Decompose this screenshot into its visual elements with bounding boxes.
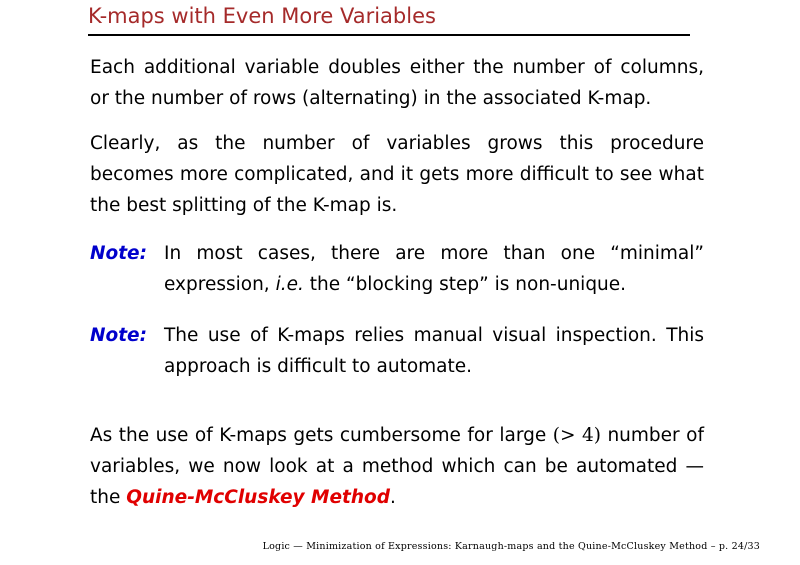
title-underline — [88, 34, 690, 36]
note-label-1: Note: — [90, 243, 147, 264]
note-body-2: The use of K-maps relies manual visual inspection. This approach is difficult to automate. — [164, 325, 704, 377]
paragraph-variables-doubling: Each additional variable doubles either the number of columns, or the number of rows (alternating) in the associated K-map. — [90, 57, 704, 109]
slide-footer: Logic — Minimization of Expressions: Karnaugh-maps and the Quine-McCluskey Method – p. 24/33 — [262, 541, 760, 552]
closing-text-after: number of variables, we now look at a method which can be automated — the — [90, 425, 704, 508]
note-1-text-after: the “blocking step” is non-unique. — [303, 274, 627, 295]
slide-title: K-maps with Even More Variables — [88, 4, 436, 28]
paragraph-complexity: Clearly, as the number of variables grows this procedure becomes more complicated, and it gets more difficult to see what the best splitting of the K-map is. — [90, 133, 704, 216]
note-label-2: Note: — [90, 325, 147, 346]
note-1-text-before: In most cases, there are more than one “minimal” expression, — [164, 243, 704, 295]
quine-mccluskey-method-link: Quine-McCluskey Method — [126, 487, 390, 508]
closing-math-gt-4: (> 4) — [552, 425, 601, 446]
note-1-italic-ie: i.e. — [275, 274, 304, 295]
paragraph-closing — [90, 420, 704, 513]
note-body-1 — [164, 238, 704, 300]
closing-period: . — [389, 487, 396, 508]
closing-text-before: As the use of K-maps gets cumbersome for large — [90, 425, 553, 446]
